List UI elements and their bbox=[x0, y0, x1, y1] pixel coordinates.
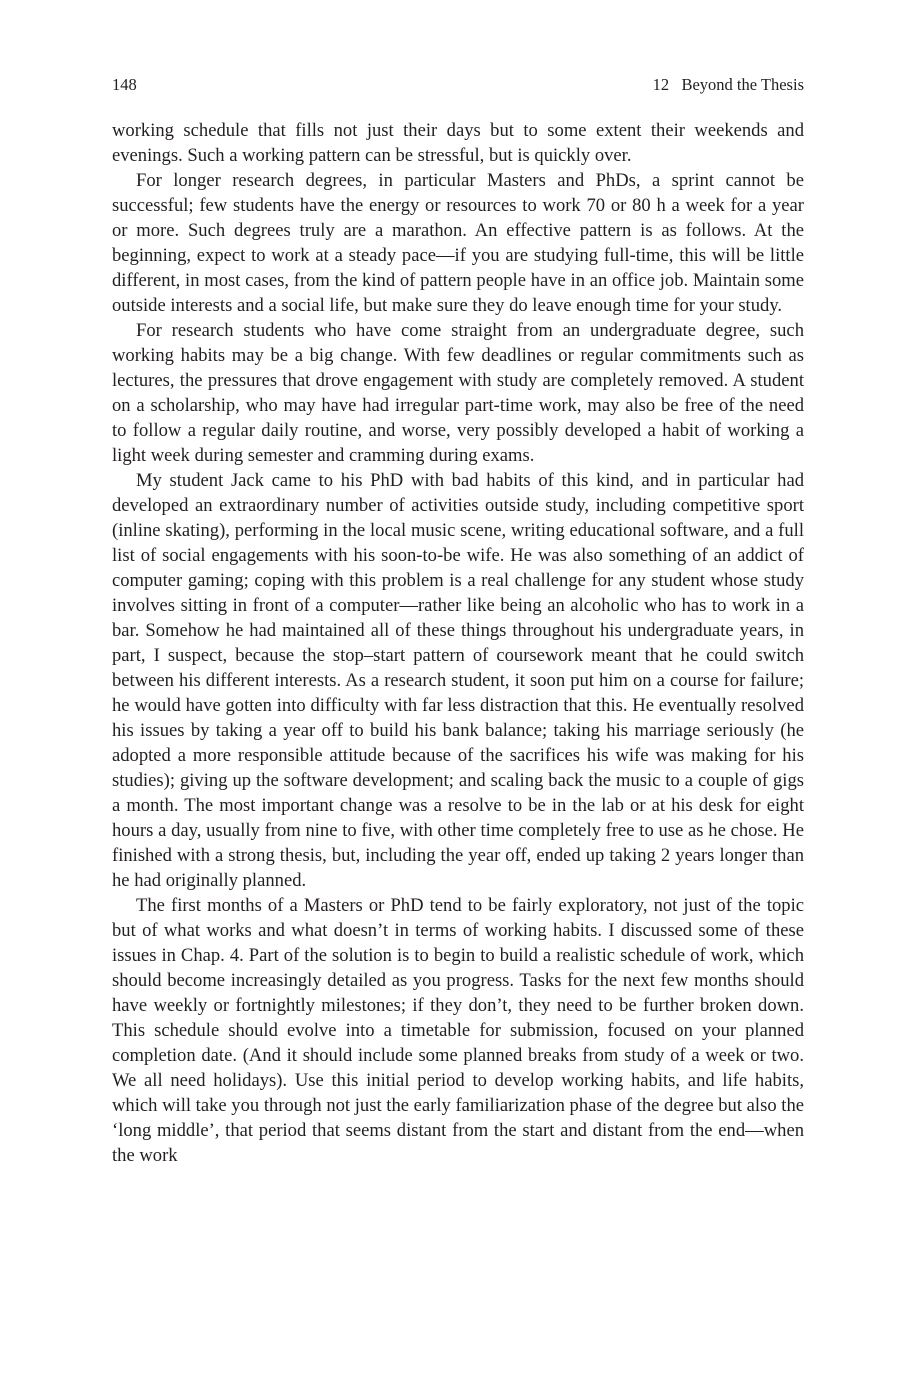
body-text bbox=[112, 118, 804, 1168]
paragraph-longer-research-degrees: For longer research degrees, in particular Masters and PhDs, a sprint cannot be successful; few students have the energy or resources to work 70 or 80 h a week for a year or more. Such degrees truly are a marathon. An effective pattern is as follows. At the beginning, expect to work at a steady pace—if you are studying full-time, this will be little different, in most cases, from the kind of pattern people have in an office job. Maintain some outside interests and a social life, but make sure they do leave enough time for your study. bbox=[112, 170, 804, 316]
paragraph-first-months: The first months of a Masters or PhD tend to be fairly exploratory, not just of the topic but of what works and what doesn’t in terms of working habits. I discussed some of these issues in Chap. 4. Part of the solution is to begin to build a realistic schedule of work, which should become increasingly detailed as you progress. Tasks for the next few months should have weekly or fortnightly milestones; if they don’t, they need to be further broken down. This schedule should evolve into a timetable for submission, focused on your planned completion date. (And it should include some planned breaks from study of a week or two. We all need holidays). Use this initial period to develop working habits, and life habits, which will take you through not just the early familiarization phase of the degree but also the ‘long middle’, that period that seems distant from the start and distant from the end—when the work bbox=[112, 895, 804, 1166]
running-head: 12 Beyond the Thesis bbox=[652, 75, 804, 94]
page-header bbox=[112, 74, 804, 96]
page-number: 148 bbox=[112, 75, 137, 94]
paragraph-student-jack: My student Jack came to his PhD with bad habits of this kind, and in particular had developed an extraordinary number of activities outside study, including competitive sport (inline skating), performing in the local music scene, writing educational software, and a full list of social engagements with his soon-to-be wife. He was also something of an addict of computer gaming; coping with this problem is a real challenge for any student whose study involves sitting in front of a computer—rather like being an alcoholic who has to work in a bar. Somehow he had maintained all of these things throughout his undergraduate years, in part, I suspect, because the stop–start pattern of coursework meant that he could switch between his different interests. As a research student, it soon put him on a course for failure; he would have gotten into difficulty with far less distraction that this. He eventually resolved his issues by taking a year off to build his bank balance; taking his marriage seriously (he adopted a more responsible attitude because of the sacrifices his wife was making for his studies); giving up the software development; and scaling back the music to a couple of gigs a month. The most important change was a resolve to be in the lab or at his desk for eight hours a day, usually from nine to five, with other time completely free to use as he chose. He finished with a strong thesis, but, including the year off, ended up taking 2 years longer than he had originally planned. bbox=[112, 470, 804, 891]
paragraph-research-students-habits: For research students who have come straight from an undergraduate degree, such working habits may be a big change. With few deadlines or regular commitments such as lectures, the pressures that drove engagement with study are completely removed. A student on a scholarship, who may have had irregular part-time work, may also be free of the need to follow a regular daily routine, and worse, very possibly developed a habit of working a light week during semester and cramming during exams. bbox=[112, 320, 804, 466]
paragraph-continuation: working schedule that fills not just their days but to some extent their weekends and evenings. Such a working pattern can be stressful, but is quickly over. bbox=[112, 120, 804, 166]
